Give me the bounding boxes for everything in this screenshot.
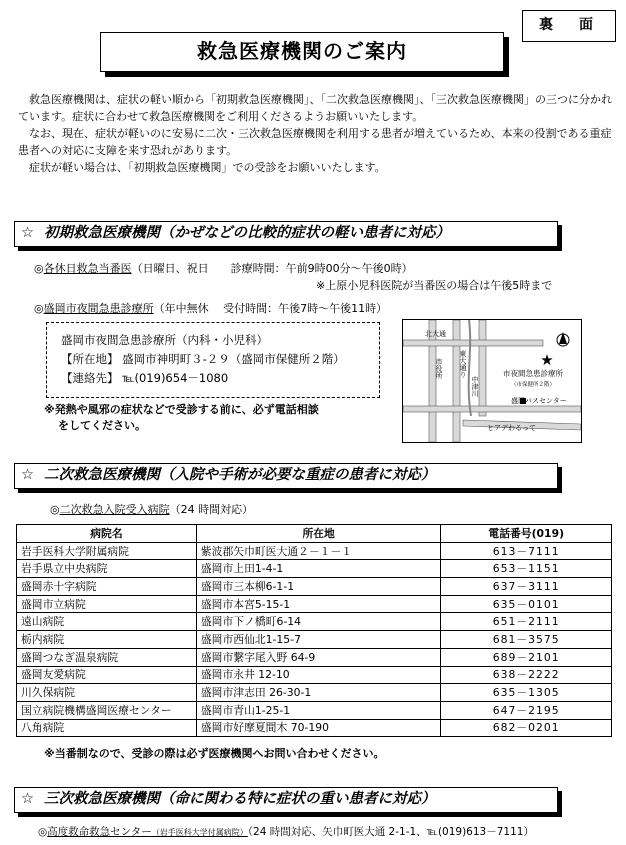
- road-vertical-1: [429, 320, 436, 442]
- consult-warning-line-2: をしてください。: [58, 419, 146, 432]
- bullet-mark: ◎: [34, 302, 44, 315]
- holiday-doctor-note: ※上原小児科医院が当番医の場合は午後5時まで: [316, 279, 553, 292]
- secondary-hospital-table: [16, 524, 612, 737]
- bullet-mark: ◎: [34, 262, 44, 275]
- hospital-address: 盛岡市本宮5-15-1: [196, 595, 441, 613]
- table-row: [17, 595, 612, 613]
- hospital-phone: 682－0201: [441, 719, 612, 737]
- tertiary-center-hospital: （岩手医科大学付属病院）: [151, 828, 248, 837]
- table-row: [17, 631, 612, 649]
- section-secondary-heading: [14, 463, 558, 489]
- clinic-address: 【所在地】 盛岡市神明町３-２９（盛岡市保健所２階）: [61, 352, 345, 366]
- page-title: 救急医療機関のご案内: [100, 32, 504, 72]
- intro-paragraph-3: 症状が軽い場合は、「初期救急医療機関」での受診をお願いいたします。: [29, 161, 386, 174]
- secondary-hospitals-label: [50, 503, 253, 517]
- hospital-name: 国立病院機構盛岡医療センター: [17, 701, 197, 719]
- bullet-mark: ◎: [50, 503, 60, 516]
- road-horizontal-bottom: [403, 406, 581, 412]
- road-vertical-2: [453, 320, 460, 442]
- back-side-tag: 裏 面: [522, 10, 616, 42]
- map-label-clinic-sub: （市保健所２階）: [511, 382, 556, 388]
- star-icon: ☆: [21, 225, 34, 241]
- clinic-name: 盛岡市夜間急患診療所（内科・小児科）: [61, 333, 268, 347]
- intro-text: [18, 91, 612, 176]
- header-address: 所在地: [196, 525, 441, 543]
- hospital-address: 紫波郡矢巾町医大通２－１－１: [196, 542, 441, 560]
- hospital-phone: 638－2222: [441, 666, 612, 684]
- hospital-name: 川久保病院: [17, 684, 197, 702]
- intro-paragraph-2: なお、現在、症状が軽いのに安易に二次・三次救急医療機関を利用する患者が増えているため、本来の役割である重症患者への対応に支障を来す恐れがあります。: [18, 127, 612, 157]
- map-label-clinic: 市夜間急患診療所: [503, 369, 563, 378]
- road-vertical-3: [479, 320, 486, 416]
- hospital-name: 盛岡赤十字病院: [17, 578, 197, 596]
- table-row: [17, 684, 612, 702]
- hospital-address: 盛岡市繋字尾入野 64-9: [196, 648, 441, 666]
- hospital-phone: 653－1151: [441, 560, 612, 578]
- hospital-address: 盛岡市上田1-4-1: [196, 560, 441, 578]
- hospital-address: 盛岡市青山1-25-1: [196, 701, 441, 719]
- header-hospital-name: 病院名: [17, 525, 197, 543]
- hospital-phone: 647－2195: [441, 701, 612, 719]
- night-clinic-detail: （年中無休 受付時間：午後7時～午後11時）: [153, 302, 388, 315]
- star-icon: ☆: [21, 791, 34, 807]
- table-row: [17, 648, 612, 666]
- river: [469, 320, 471, 416]
- section-secondary-title: 二次救急医療機関（入院や手術が必要な重症の患者に対応）: [44, 467, 436, 483]
- map-drawing: [403, 320, 581, 442]
- map-label-kita-odori: 北大通: [425, 330, 446, 338]
- star-icon: ☆: [21, 467, 34, 483]
- map-label-nakatsugawa: 中津川: [471, 376, 479, 397]
- hospital-name: 栃内病院: [17, 631, 197, 649]
- map-label-bus-center: 盛岡バスセンター: [511, 397, 567, 405]
- night-clinic-name: 盛岡市夜間急患診療所: [43, 302, 154, 315]
- hospital-address: 盛岡市三本柳6-1-1: [196, 578, 441, 596]
- table-row: [17, 578, 612, 596]
- table-row: [17, 719, 612, 737]
- secondary-hospitals-name: 二次救急入院受入病院: [59, 503, 170, 516]
- secondary-hospitals-detail: （24 時間対応）: [169, 503, 254, 516]
- hospital-name: 盛岡つなぎ温泉病院: [17, 648, 197, 666]
- hospital-name: 岩手県立中央病院: [17, 560, 197, 578]
- section-primary-title: 初期救急医療機関（かぜなどの比較的症状の軽い患者に対応）: [44, 225, 450, 241]
- hospital-phone: 681－3575: [441, 631, 612, 649]
- section-tertiary-heading: [14, 787, 558, 813]
- tertiary-center-name: 高度救命救急センター: [47, 826, 152, 838]
- map-label-higashi-odori: 東大通り: [459, 350, 467, 378]
- clinic-star-marker: ★: [540, 351, 554, 369]
- hospital-phone: 635－0101: [441, 595, 612, 613]
- section-primary-heading: [14, 221, 558, 247]
- night-clinic-line: [34, 302, 387, 316]
- hospital-phone: 689－2101: [441, 648, 612, 666]
- hospital-name: 遠山病院: [17, 613, 197, 631]
- table-row: [17, 560, 612, 578]
- hospital-phone: 613－7111: [441, 542, 612, 560]
- section-tertiary-title: 三次救急医療機関（命に関わる特に症状の重い患者に対応）: [44, 791, 436, 807]
- consult-warning-line-1: ※発熱や風邪の症状などで受診する前に、必ず電話相談: [44, 403, 319, 416]
- hospital-address: 盛岡市西仙北1-15-7: [196, 631, 441, 649]
- clinic-phone: 【連絡先】 ℡(019)654－1080: [61, 371, 229, 385]
- table-row: [17, 542, 612, 560]
- hospital-phone: 635－1305: [441, 684, 612, 702]
- hospital-name: 八角病院: [17, 719, 197, 737]
- hospital-phone: 651－2111: [441, 613, 612, 631]
- night-clinic-info-box: [46, 322, 380, 398]
- tertiary-center-line: [38, 825, 534, 840]
- table-row: [17, 613, 612, 631]
- hospital-name: 盛岡市立病院: [17, 595, 197, 613]
- map-label-city-hall: 市役所: [435, 358, 443, 379]
- intro-paragraph-1: 救急医療機関は、症状の軽い順から「初期救急医療機関」、「二次救急医療機関」、「三次救急医療機関」の三つに分かれています。症状に合わせて救急医療機関をご利用くださるようお願いいたします。: [18, 93, 612, 123]
- hospital-phone: 637－3111: [441, 578, 612, 596]
- holiday-doctor-detail: （日曜日、祝日 診療時間：午前9時00分～午後0時）: [131, 262, 413, 275]
- table-row: [17, 666, 612, 684]
- hospital-address: 盛岡市永井 12-10: [196, 666, 441, 684]
- clinic-location-map: [402, 319, 582, 443]
- hospital-name: 岩手医科大学附属病院: [17, 542, 197, 560]
- road-horizontal-top: [403, 340, 543, 346]
- bullet-mark: ◎: [38, 826, 48, 838]
- holiday-doctor-name: 各休日救急当番医: [43, 262, 132, 275]
- rotation-note: ※当番制なので、受診の際は必ず医療機関へお問い合わせください。: [44, 747, 385, 760]
- hospital-address: 盛岡市下ノ橋町6-14: [196, 613, 441, 631]
- hospital-name: 盛岡友愛病院: [17, 666, 197, 684]
- table-header-row: [17, 525, 612, 543]
- compass-arrow: [559, 332, 567, 344]
- hospital-address: 盛岡市好摩夏間木 70-190: [196, 719, 441, 737]
- table-row: [17, 701, 612, 719]
- tertiary-center-detail: （24 時間対応、矢巾町医大通 2-1-1、℡(019)613－7111）: [247, 826, 534, 838]
- header-phone: 電話番号(019): [441, 525, 612, 543]
- hospital-address: 盛岡市津志田 26-30-1: [196, 684, 441, 702]
- holiday-doctor-line: [34, 262, 413, 276]
- map-label-bottom: ヒアデわるって: [487, 424, 536, 432]
